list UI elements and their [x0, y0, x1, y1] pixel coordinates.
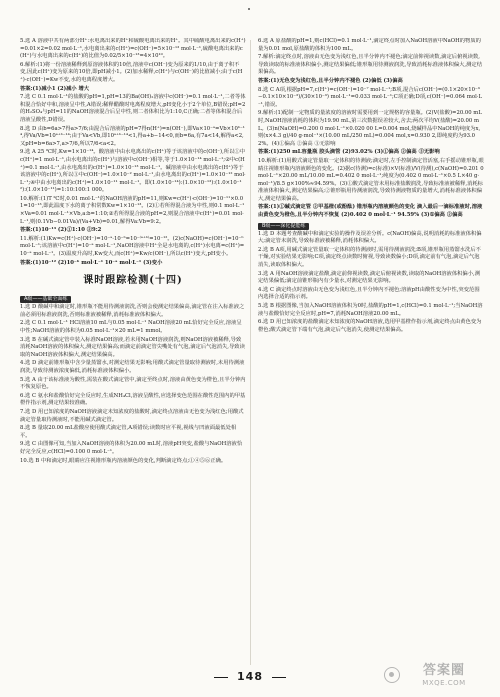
right-answers-before	[258, 38, 484, 220]
left-column	[20, 38, 246, 666]
answer-paragraph: 2.选 C 0.1 mol·L⁻¹ HCl溶液10 mL与0.05 mol·L⁻¹ NaOH溶液20 mL恰好完全反应,溶液呈中性;NaOH溶液的体积为0.05 mol·L⁻¹×20 mL=1 mmol。	[20, 320, 242, 334]
answer-paragraph: 6.选 D 用已知浓度的盐酸滴定未知浓度的NaOH溶液,选用甲基橙作指示剂,滴定终点由黄色变为橙色;酸式滴定管下端有气泡,滴定后气泡消失,使测定结果偏高。	[258, 319, 482, 333]
page-number-dash-left	[214, 677, 228, 678]
level-b-banner: B级——深化提能练	[258, 223, 309, 230]
answer-paragraph: 8.选 D 由b=6a>7得a>7/6;由混合后溶液的pH=7得n(H⁺)=n(OH⁻),即Va×10⁻ᵃ=Vb×10ᵇ⁻¹⁴,得Va/Vb=10ᵃ⁺ᵇ⁻¹⁴;由于Va<Vb,即10ᵃ⁺ᵇ⁻¹⁴<1,得a+b−14<0,而b=6a,有7a<14,解得a<2,又pH=b=6a>7,a>7/6,所以7/6<a<2。	[20, 125, 245, 147]
answer-paragraph: 4.选 C 滴定终点时溶液由无色变为浅红色,且半分钟内不褪色;溶液pH由酸性变为中性,突变范围内选择合适的指示剂。	[258, 286, 480, 301]
page-number-text: 148	[237, 670, 263, 683]
page-top-mark	[248, 8, 250, 10]
answer-paragraph: 5.选 B 根据图像,当加入NaOH溶液体积为0时,盐酸的pH=1,c(HCl)=0.1 mol·L⁻¹;当NaOH溶液与盐酸恰好完全反应时,pH=7,消耗NaOH溶液20.00 mL。	[258, 303, 483, 317]
answer-line: 答案:(1)①碱式滴定管 ②甲基橙(或酚酞) 锥形瓶内溶液颜色的变化 滴入最后一滴标准液时,溶液由黄色变为橙色,且半分钟内不恢复 (2)0.402 0 mol·L⁻¹ 94.59% (3)①偏高 ②偏高	[258, 204, 483, 219]
answer-paragraph: 1.选 D 本题考查酸碱中和滴定实验的操作及误差分析。c(NaOH)偏高,说明消耗的标准液体积偏大;滴定管未润洗,导致标准液被稀释,消耗体积偏大。	[258, 230, 482, 245]
answer-paragraph: 10.解析:(1)T ℃时,0.01 mol·L⁻¹的NaOH溶液的pH=11,则Kw=c(H⁺)·c(OH⁻)=10⁻¹¹×0.01=10⁻¹³,即此温度下水的离子积常数Kw=1×10⁻¹³。(2)①若所得混合液为中性,则0.1 mol·L⁻¹×Va=0.01 mol·L⁻¹×Vb,a:b=1:10;②若所得混合液的pH=2,则混合溶液中c(H⁺)=0.01 mol·L⁻¹,则(0.1Vb−0.01Va)/(Va+Vb)=0.01,解得Va:Vb=9:2。	[20, 195, 245, 225]
answer-paragraph: 10.选 B 中和滴定时,眼睛应注视锥形瓶内溶液颜色的变化,判断滴定终点;①④⑤⑥正确。	[20, 457, 227, 464]
answer-paragraph: 3.选 A 用NaOH溶液滴定盐酸,滴定前仰视读数,滴定后俯视读数,读取的NaOH溶液体积偏小,测定结果偏低;滴定前锥形瓶内有少量水,对测定结果无影响。	[258, 270, 480, 285]
page-number-dash-right	[272, 677, 286, 678]
answer-paragraph: 2.选 B A项,用碱式滴定管量取一定体积的待测液时,需用待测液润洗;B项,锥形瓶用蒸馏水洗后不干燥,对实验结果无影响;C项,滴定终点读数时俯视,导致读数偏小;D项,滴定前有气泡,滴定后气泡消失,读取体积偏大。	[258, 246, 481, 269]
answer-paragraph: 9.选 A 25 ℃时,Kw=1×10⁻¹⁴。酸溶液中由水电离出的c(H⁺)等于该溶液中的c(OH⁻),所以①中c(H⁺)=1 mol·L⁻¹,由水电离出的c(H⁺)与溶液中c(OH⁻)相等,等于1.0×10⁻¹⁴ mol·L⁻¹;②中c(H⁺)=0.1 mol·L⁻¹,由水电离出的c(H⁺)=1.0×10⁻¹³ mol·L⁻¹。碱溶液中由水电离出的c(H⁺)等于该溶液中的c(H⁺),所以③中c(OH⁻)=1.0×10⁻² mol·L⁻¹,由水电离出的c(H⁺)=1.0×10⁻¹² mol·L⁻¹;④中由水电离出的c(H⁺)=1.0×10⁻¹¹ mol·L⁻¹。即(1.0×10⁻¹⁴):(1.0×10⁻¹³):(1.0×10⁻¹²):(1.0×10⁻¹¹)=1:10:100:1 000。	[20, 149, 246, 194]
answer-paragraph: 1.选 D 酸碱中和滴定时,锥形瓶不能用待测液润洗,否则会使测定结果偏高,滴定管在注入标准液之前必须用标准液润洗,否则标准液被稀释,消耗标准液体积偏大。	[20, 304, 245, 318]
left-answers-after	[20, 304, 246, 465]
left-answers-before	[20, 38, 246, 267]
answer-line: 答案:(1)10⁻¹³ (2)①1:10 ②9:2	[20, 227, 102, 234]
answer-paragraph: 6.解析:(1)将一份溶液稀释到原溶液体积的10倍,溶液中c(OH⁻)变为原来的1/10,由于离子积不变,因此c(H⁺)变为原来的10倍,即pH减小1。(2)加水稀释,c(H⁺)与c(OH⁻)的比值减小;由于c(H⁺)·c(OH⁻)=Kw不变,水的电离程度增大。	[20, 61, 243, 83]
answer-paragraph: 3.选 B 在碱式滴定管中装入标准NaOH溶液,若未用NaOH溶液润洗,则NaOH溶液被稀释,导致消耗NaOH溶液的体积偏大,测定结果偏高;而滴定前滴定管尖嘴处有气泡,滴定后气泡消失,导致读取的NaOH溶液体积偏大,测定结果偏高。	[20, 336, 245, 358]
column-divider	[250, 40, 251, 665]
answer-paragraph: 6.选 A 原盐酸的pH=1,则c(HCl)=0.1 mol·L⁻¹,滴定终点时加入NaOH溶液中NaOH的物质的量为0.01 mol,原盐酸的体积为100 mL。	[258, 38, 481, 52]
answer-paragraph: 5.选 A 由于该标准液为酸性,需装在酸式滴定管中,滴定至终点时,溶液由黄色变为橙色,且半分钟内不恢复原色。	[20, 376, 246, 391]
answer-paragraph: 5.选 A 溶液中共有两部分H⁺:水电离出来的H⁺和硫酸电离出来的H⁺。其中硫酸电离出来的c(H⁺)=0.01×2=0.02 mol·L⁻¹,水电离出来的c(H⁺)=c(OH⁻)=5×10⁻¹³ mol·L⁻¹,硫酸电离出来的c(H⁺)与水电离出来的c(H⁺)的比值为0.02/5×10⁻¹³=4×10¹⁰。	[20, 38, 246, 60]
answer-paragraph: 9.选 C 由图像可知,当加入NaOH溶液的体积为20.00 mL时,溶液pH突变,盐酸与NaOH溶液恰好完全反应,c(HCl)=0.100 0 mol·L⁻¹。	[20, 441, 243, 455]
level-a-banner: A级——基础全面练	[20, 296, 71, 303]
answer-line: 答案:(1)10⁻¹² (2)10⁻ᵇ mol·L⁻¹ 10⁻ᵃ mol·L⁻¹ (3)变小	[20, 259, 163, 266]
right-column	[258, 38, 484, 666]
answer-paragraph: 9.解析:(1)配制一定物质的量浓度的溶液时需要用到一定规格的容量瓶。(2)V(盐酸)=20.00 mL时,NaOH溶液消耗的体积为19.90 mL,第三次数据误差较大,舍去;两次平均V(盐酸)=20.00 mL。(3)n(NaOH)=0.200 0 mol·L⁻¹×0.020 00 L=0.004 mol,烧碱样品中NaOH的纯度为x,则(x×4.3 g)/40 g·mol⁻¹×(10.00 mL/250 mL)=0.004 mol,x=0.930 2,即纯度约为93.02%。(4)①偏高 ②偏高 ③无影响	[258, 110, 482, 147]
watermark-bottom-text: MXQE.COM	[422, 679, 466, 687]
answer-paragraph: 6.选 C 氨水和盐酸恰好完全反应时,生成NH₄Cl,溶液呈酸性,应选择变色范围在酸性范围内的甲基橙作指示剂,测定结果较准确。	[20, 392, 246, 407]
answer-paragraph: 8.选 C A项,根据pH=7,c(H⁺)=c(OH⁻)=10⁻⁷ mol·L⁻¹;B项,混合后c(OH⁻)=(0.1×20×10⁻³−0.1×10×10⁻³)/(30×10⁻³) mol·L⁻¹=0.033 mol·L⁻¹;C项正确;D项,c(OH⁻)=0.064 mol·L⁻¹,错误。	[258, 86, 482, 108]
answer-paragraph: 11.解析:(1)Kw=c(H⁺)·c(OH⁻)=10⁻ᵃ·10⁻ᵇ=10⁻⁽ᵃ⁺ᵇ⁾=10⁻¹²。(2)c(NaOH)=c(OH⁻)=10⁻ᵇ mol·L⁻¹;该溶液中c(H⁺)=10⁻ᵃ mol·L⁻¹,NaOH溶液中H⁺全是水电离的,c(H⁺)水电离=c(H⁺)=10⁻ᵃ mol·L⁻¹。(3)温度升高时,Kw变大,而c(H⁺)=Kw/c(OH⁻),所以c(H⁺)变大,pH变小。	[20, 235, 245, 258]
watermark	[398, 663, 490, 691]
answer-paragraph: 7.选 C 0.1 mol·L⁻¹的盐酸的pH=1,pH=13的Ba(OH)₂溶液中c(OH⁻)=0.1 mol·L⁻¹,二者等体积混合恰好中和,溶液呈中性,A错误;稀释醋酸时电离程度增大,pH变化小于2个单位,B错误;pH=2的H₂SO₄与pH=11的NaOH溶液混合后呈中性,则二者体积比为1:10,C正确;二者等体积混合后溶液呈酸性,D错误。	[20, 94, 246, 123]
answer-line: 答案:(1)250 mL容量瓶 胶头滴管 (2)93.02% (3)①偏高 ②偏高 ③无影响	[258, 149, 440, 156]
answer-paragraph: 4.选 D 滴定前锥形瓶中含少量蒸馏水,对测定结果无影响;用酸式滴定管量取待测液时,未用待测液润洗,导致待测液浓度偏低,消耗标准液体积偏小。	[20, 360, 245, 374]
answer-paragraph: 7.选 D 用已知浓度的NaOH溶液滴定未知浓度的盐酸时,滴定终点溶液由无色变为浅红色;用酸式滴定管量取待测液时,不能用碱式滴定管。	[20, 408, 244, 423]
answer-paragraph: 8.选 B 量取20.00 mL盐酸应使用酸式滴定管,A项错误;读数时应平视,视线与凹液面最低处相平。	[20, 425, 237, 439]
watermark-top-text: 答案圈	[422, 663, 465, 678]
answer-line: 答案:(1)减小1 (2)减小 增大	[20, 85, 90, 92]
answer-paragraph: 7.解析:滴定终点时,溶液由无色变为浅红色,且半分钟内不褪色;滴定前仰视读数,滴定后俯视读数,导致读取的标准液体积偏小,测定结果偏低;锥形瓶用待测液润洗,导致消耗标准液体积偏大,测定结果偏高。	[258, 54, 483, 76]
answer-line: 答案:(1)无色变为浅红色,且半分钟内不褪色 (2)偏低 (3)偏高	[258, 77, 403, 84]
right-answers-after	[258, 231, 484, 335]
section-title: 课时跟踪检测(十四)	[83, 275, 183, 287]
answer-paragraph: 10.解析:(1)用酸式滴定管量取一定体积的待测液;滴定时,左手控制滴定管活塞,右手摇动锥形瓶,眼睛注视锥形瓶内溶液颜色的变化。(2)据c(待测)=c(标准)×V(标准)/V(待测),c(NaOH)=0.201 0 mol·L⁻¹×20.00 mL/10.00 mL=0.402 0 mol·L⁻¹;纯度为(0.402 0 mol·L⁻¹×0.5 L×40 g·mol⁻¹)/8.5 g×100%≈94.59%。(3)①酸式滴定管未用标准盐酸润洗,导致标准液被稀释,消耗标准液体积偏大,测定结果偏高;②锥形瓶用待测液润洗,导致待测液物质的量增大,消耗标准液体积偏大,测定结果偏高。	[258, 157, 484, 202]
